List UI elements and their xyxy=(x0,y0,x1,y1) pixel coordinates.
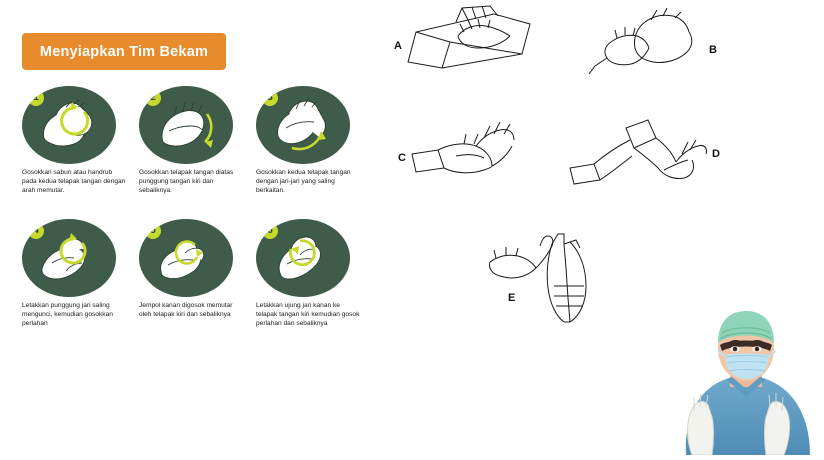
handwash-steps-grid xyxy=(22,86,362,336)
handwash-caption-1: Gosokkan sabun atau handrub pada kedua telapak tangan dengan arah memutar. xyxy=(22,169,126,194)
handwash-step-2 xyxy=(139,86,249,196)
step-number-badge: 5 xyxy=(145,223,161,239)
adjusting-glove-on-forearm-icon xyxy=(486,228,626,328)
glove-step-e xyxy=(486,228,626,333)
step-number-badge: 6 xyxy=(262,223,278,239)
page-title: Menyiapkan Tim Bekam xyxy=(39,43,209,60)
handwash-caption-6: Letakkan ujung jari kanan ke telapak tangan kiri kemudian gosok perlahan dan sebaliknya xyxy=(256,302,360,327)
glove-label-e: E xyxy=(508,292,516,304)
handwash-step-3 xyxy=(256,86,366,196)
handwash-illustration-1 xyxy=(22,86,116,164)
slide-title-banner xyxy=(22,33,226,70)
handwash-illustration-5 xyxy=(139,219,233,297)
step-number-badge: 4 xyxy=(28,223,44,239)
glove-step-c xyxy=(398,110,544,195)
handwash-illustration-3 xyxy=(256,86,350,164)
handwash-caption-3: Gosokkan kedua telapak tangan dengan jari-jari yang saling berkaitan. xyxy=(256,169,351,194)
glove-label-c: C xyxy=(398,152,406,164)
inserting-hand-into-glove-icon xyxy=(404,110,544,190)
handwash-caption-5: Jempol kanan digosok memutar oleh telapak kiri dan sebaliknya xyxy=(139,302,233,318)
pulling-glove-over-wrist-icon xyxy=(564,106,714,188)
nurse-photo xyxy=(634,305,824,455)
glove-held-by-cuff-icon xyxy=(581,8,711,78)
glove-step-b xyxy=(581,8,717,83)
handwash-step-4 xyxy=(22,219,132,329)
handwash-step-6 xyxy=(256,219,366,329)
handwash-step-1 xyxy=(22,86,132,196)
nurse-with-mask-and-gloves-image xyxy=(634,305,824,455)
glove-step-d xyxy=(564,106,720,193)
step-number-badge: 3 xyxy=(262,90,278,106)
glove-label-d: D xyxy=(712,148,720,160)
handwash-step-5 xyxy=(139,219,249,320)
handwash-caption-4: Letakkan punggung jari saling mengunci, kemudian gosokkan perlahan xyxy=(22,302,113,327)
glove-step-a xyxy=(394,2,538,77)
handwash-caption-2: Gosokkan telapak tangan diatas punggung tangan kiri dan sebaliknya. xyxy=(139,169,234,194)
step-number-badge: 1 xyxy=(28,90,44,106)
handwash-illustration-4 xyxy=(22,219,116,297)
glove-label-a: A xyxy=(394,40,402,52)
handwash-illustration-2 xyxy=(139,86,233,164)
step-number-badge: 2 xyxy=(145,90,161,106)
glove-label-b: B xyxy=(709,44,717,56)
handwash-illustration-6 xyxy=(256,219,350,297)
glove-taking-from-box-icon xyxy=(398,2,538,72)
